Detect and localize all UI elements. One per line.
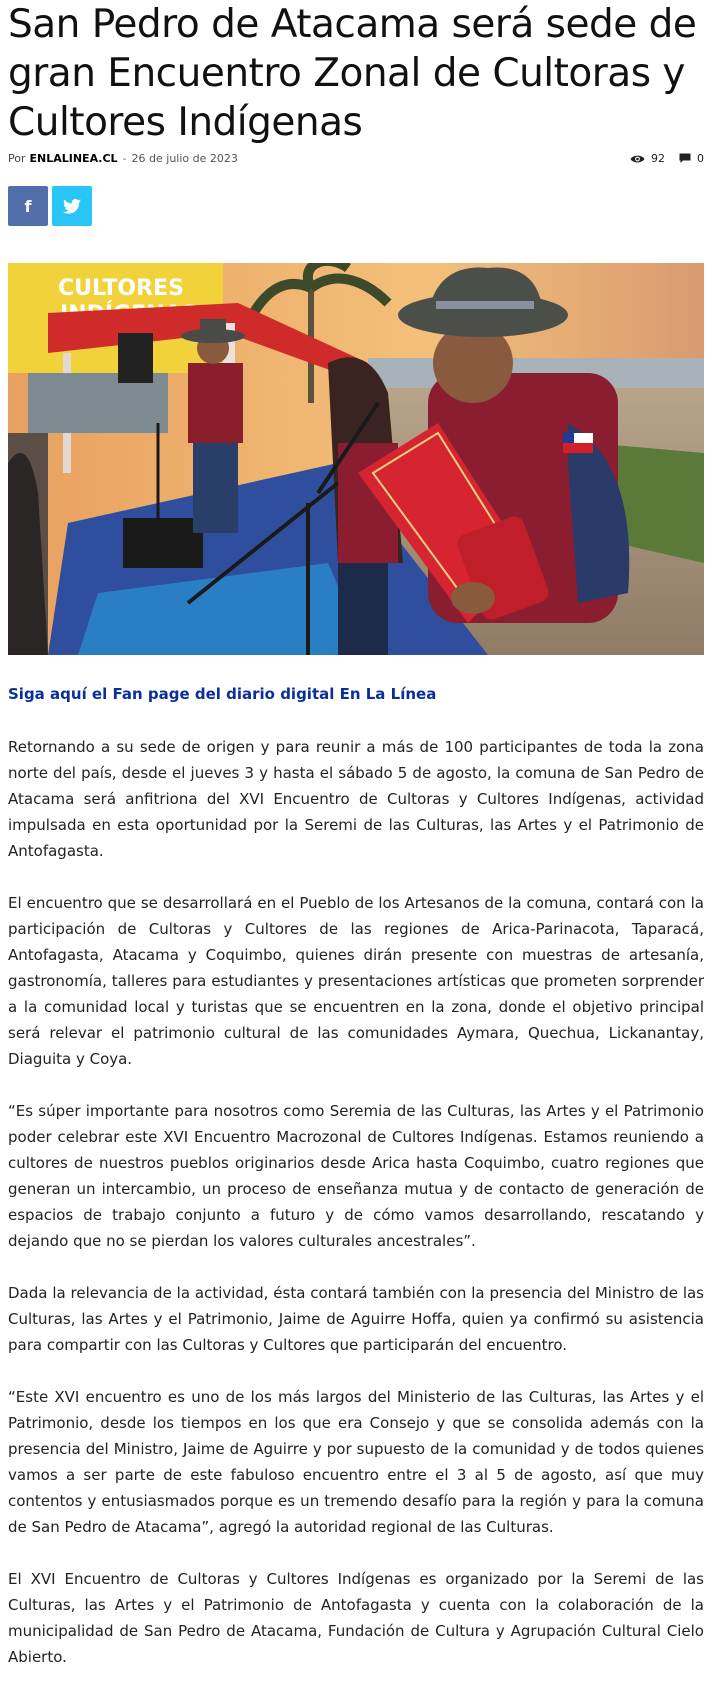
paragraph-2: El encuentro que se desarrollará en el Pueblo de los Artesanos de la comuna, contará con la participación de Cultoras y Cultores de las regiones de Arica-Parinacota, Taparacá, Antofagasta, Atacama y Coquimbo, quienes dirán presente con muestras de artesanía, gastronomía, talleres para estudiantes y presentaciones artísticas que prometen sorprender a la comunidad local y turistas que se encuentren en la zona, donde el objetivo principal será relevar el patrimonio cultural de las comunidades Aymara, Quechua, Lickanantay, Diaguita y Coya. [8,894,704,1068]
comments-stat[interactable] [679,152,704,165]
paragraph-4: Dada la relevancia de la actividad, ésta contará también con la presencia del Ministro de las Culturas, las Artes y el Patrimonio, Jaime de Aguirre Hoffa, quien ya confirmó su asistencia para compartir con las Cultoras y Cultores que participarán del encuentro. [8,1284,704,1354]
twitter-icon [63,199,81,214]
meta-separator: - [122,152,127,165]
author-link[interactable]: ENLALINEA.CL [29,152,118,165]
social-share [8,186,92,226]
article [8,0,704,1666]
paragraph-1: Retornando a su sede de origen y para reunir a más de 100 participantes de toda la zona norte del país, desde el jueves 3 y hasta el sábado 5 de agosto, la comuna de San Pedro de Atacama será anfitriona del XVI Encuentro de Cultoras y Cultores Indígenas, actividad impulsada en esta oportunidad por la Seremi de las Culturas, las Artes y el Patrimonio de Antofagasta. [8,738,704,860]
views-count: 92 [651,152,665,165]
eye-icon [630,154,645,164]
paragraph-5: “Este XVI encuentro es uno de los más largos del Ministerio de las Culturas, las Artes y el Patrimonio, desde los tiempos en los que era Consejo y que se consolida además con la presencia del Ministro, Jaime de Aguirre y por supuesto de la comunidad y de todos quienes vamos a ser parte de este fabuloso encuentro entre el 3 al 5 de agosto, así que muy contentos y entusiasmados porque es un tremendo desafío para la región y para la comuna de San Pedro de Atacama”, agregó la autoridad regional de las Culturas. [8,1388,704,1536]
article-stats [630,152,704,165]
facebook-icon: f [24,196,32,216]
views-stat [630,152,665,165]
article-meta [8,152,704,170]
facebook-share-button[interactable] [8,186,48,226]
paragraph-3: “Es súper importante para nosotros como Seremia de las Culturas, las Artes y el Patrimonio poder celebrar este XVI Encuentro Macrozonal de Cultores Indígenas. Estamos reuniendo a cultores de nuestros pueblos originarios desde Arica hasta Coquimbo, cuatro regiones que generan un intercambio, un proceso de enseñanza mutua y de contacto de generación de espacios de trabajo conjunto a futuro y de cómo vamos desarrollando, rescatando y dejando que no se pierdan los valores culturales ancestrales”. [8,1102,704,1250]
twitter-share-button[interactable] [52,186,92,226]
publish-date: 26 de julio de 2023 [131,152,238,165]
article-body [8,734,704,1696]
article-image [8,263,704,655]
banner-text-1: CULTORES [58,276,184,301]
paragraph-6: El XVI Encuentro de Cultoras y Cultores Indígenas es organizado por la Seremi de las Culturas, las Artes y el Patrimonio de Antofagasta y cuenta con la colaboración de la municipalidad de San Pedro de Atacama, Fundación de Cultura y Agrupación Cultural Cielo Abierto. [8,1570,704,1666]
comments-count: 0 [697,152,704,165]
fanpage-link[interactable]: Siga aquí el Fan page del diario digital En La Línea [8,685,437,703]
byline-prefix: Por [8,152,26,165]
article-title: San Pedro de Atacama será sede de gran Encuentro Zonal de Cultoras y Cultores Indígenas [8,2,697,145]
musicians-photo [8,263,704,655]
comment-icon [679,153,691,164]
